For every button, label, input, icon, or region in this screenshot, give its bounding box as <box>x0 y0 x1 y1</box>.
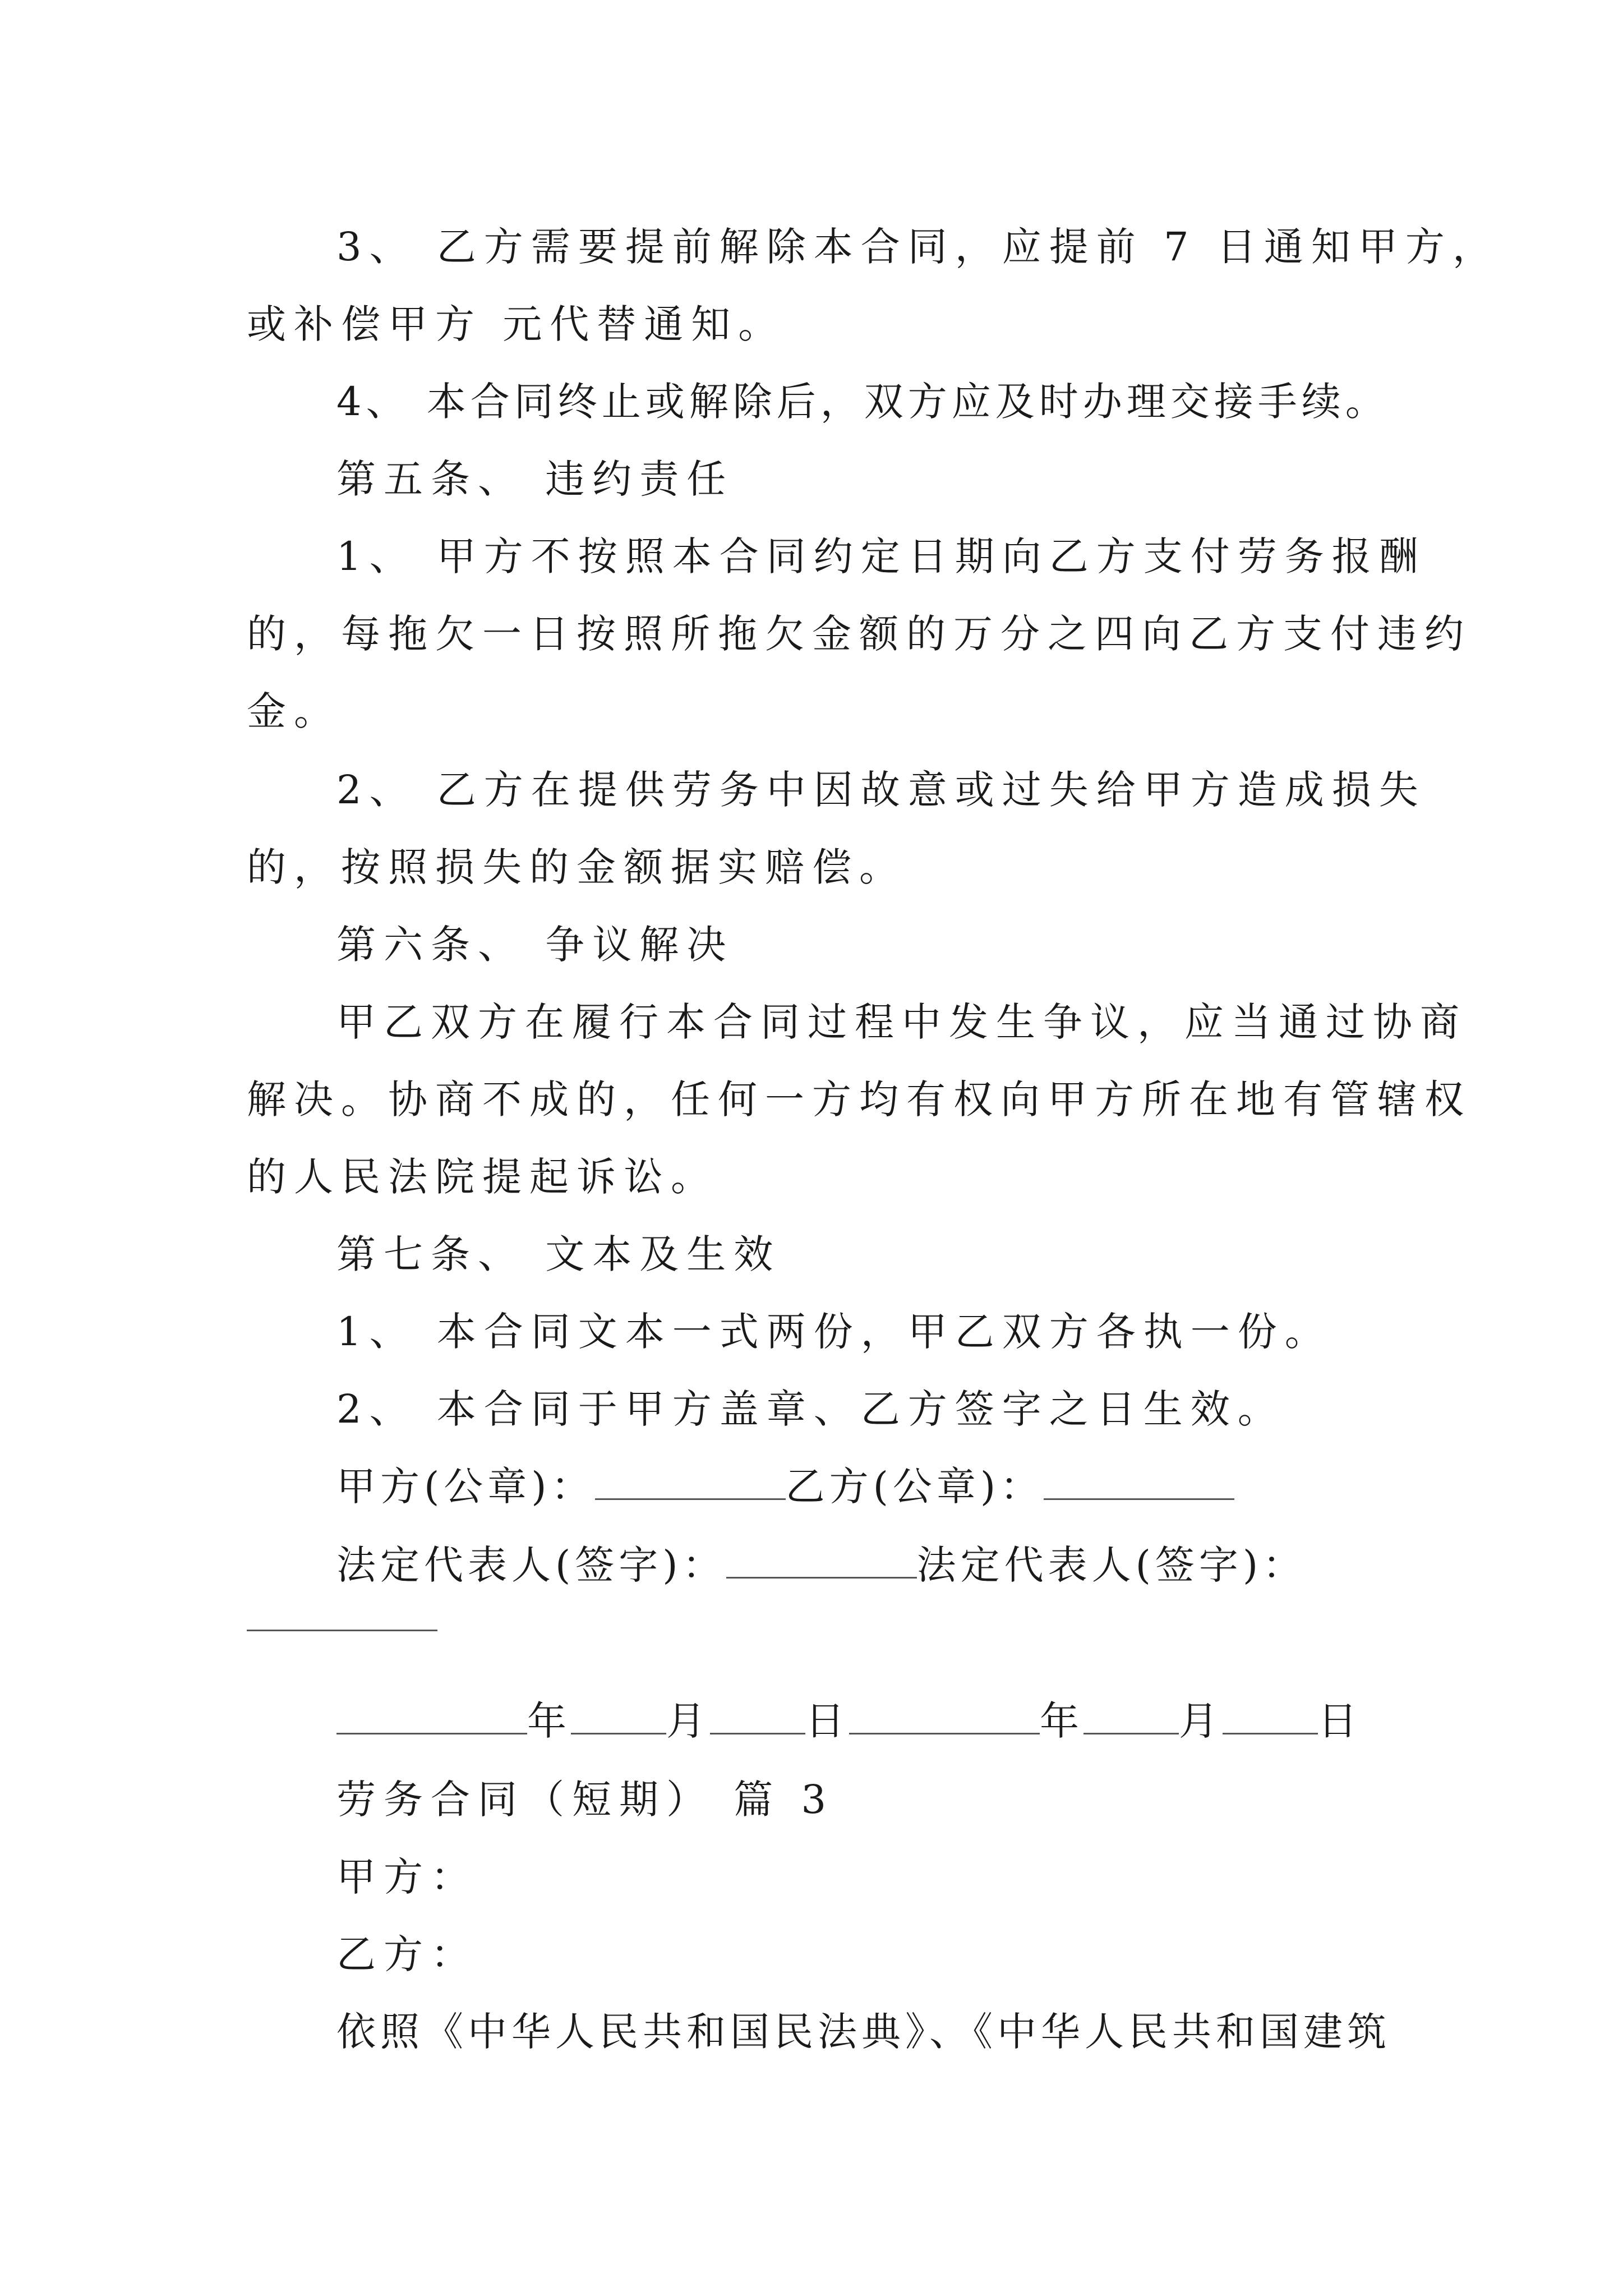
rep-b-label: 法定代表人(签字)： <box>916 1542 1307 1588</box>
date-line <box>336 1694 1486 1748</box>
date-a-month-blank[interactable] <box>571 1698 666 1734</box>
date-b-day-label: 日 <box>1318 1698 1362 1744</box>
clause-4-item-3-line-1: 3、 乙方需要提前解除本合同，应提前 7 日通知甲方， <box>336 224 1500 270</box>
date-a-month-label: 月 <box>666 1698 710 1744</box>
date-a-day-label: 日 <box>805 1698 849 1744</box>
date-b-month-label: 月 <box>1179 1698 1223 1744</box>
section-3-party-b: 乙方： <box>336 1931 478 1977</box>
article-6-heading: 第六条、 争议解决 <box>336 922 734 968</box>
article-5-heading: 第五条、 违约责任 <box>336 456 734 502</box>
rep-a-label: 法定代表人(签字)： <box>336 1542 726 1588</box>
party-b-seal-label: 乙方(公章)： <box>785 1464 1044 1510</box>
date-b-year-label: 年 <box>1040 1698 1083 1744</box>
date-a-day-blank[interactable] <box>710 1698 805 1734</box>
article-5-item-1-line-1: 1、 甲方不按照本合同约定日期向乙方支付劳务报酬 <box>336 533 1426 579</box>
date-a-year-label: 年 <box>527 1698 571 1744</box>
article-7-item-1: 1、 本合同文本一式两份，甲乙双方各执一份。 <box>336 1309 1332 1355</box>
seal-line <box>336 1460 1486 1513</box>
article-5-item-2-line-2: 的，按照损失的金额据实赔偿。 <box>247 844 906 890</box>
rep-a-blank[interactable] <box>726 1542 917 1579</box>
date-a-year-blank[interactable] <box>336 1698 527 1734</box>
party-a-seal-blank[interactable] <box>595 1464 786 1500</box>
article-6-text-line-3: 的人民法院提起诉讼。 <box>247 1154 718 1200</box>
article-6-text-line-1: 甲乙双方在履行本合同过程中发生争议，应当通过协商 <box>336 999 1467 1045</box>
party-a-seal-label: 甲方(公章)： <box>336 1464 595 1510</box>
clause-4-item-4: 4、 本合同终止或解除后，双方应及时办理交接手续。 <box>336 379 1389 425</box>
date-b-year-blank[interactable] <box>849 1698 1040 1734</box>
article-7-heading: 第七条、 文本及生效 <box>336 1231 781 1277</box>
article-5-item-1-line-2: 的，每拖欠一日按照所拖欠金额的万分之四向乙方支付违约 <box>247 611 1472 657</box>
article-6-text-line-2: 解决。协商不成的，任何一方均有权向甲方所在地有管辖权 <box>247 1076 1472 1122</box>
article-7-item-2: 2、 本合同于甲方盖章、乙方签字之日生效。 <box>336 1386 1285 1432</box>
article-5-item-1-line-3: 金。 <box>247 688 341 734</box>
section-3-basis-line: 依照《中华人民共和国民法典》、《中华人民共和国建筑 <box>336 2009 1391 2055</box>
date-b-month-blank[interactable] <box>1083 1698 1179 1734</box>
rep-b-blank[interactable] <box>247 1630 437 1631</box>
representative-line <box>336 1538 1486 1592</box>
section-3-party-a: 甲方： <box>336 1854 478 1900</box>
section-3-title: 劳务合同（短期） 篇 3 <box>336 1777 834 1823</box>
article-5-item-2-line-1: 2、 乙方在提供劳务中因故意或过失给甲方造成损失 <box>336 767 1426 813</box>
date-b-day-blank[interactable] <box>1223 1698 1318 1734</box>
clause-4-item-3-line-2: 或补偿甲方 元代替通知。 <box>247 301 786 347</box>
party-b-seal-blank[interactable] <box>1044 1464 1234 1500</box>
